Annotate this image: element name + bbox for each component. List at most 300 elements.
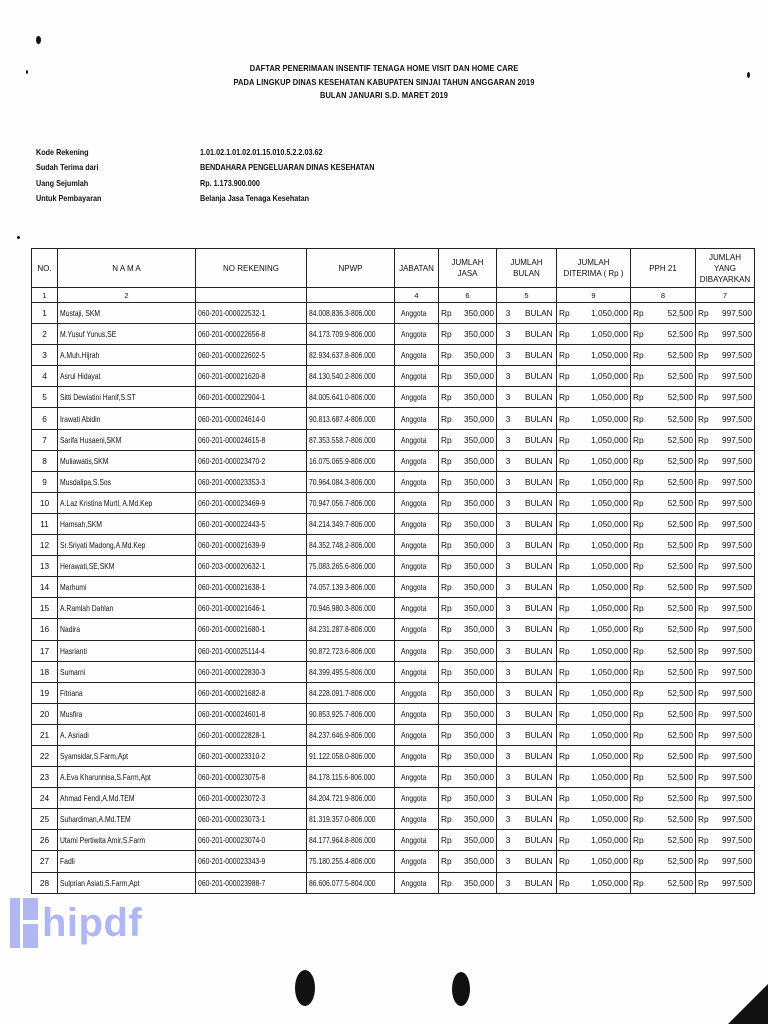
- cell-pph: [631, 640, 696, 661]
- cell-text: Rp: [559, 392, 570, 403]
- cell-rekening: [196, 513, 307, 534]
- cell-text: 060-201-000021638-1: [198, 582, 266, 593]
- cell-text: 52,500: [667, 856, 693, 867]
- cell-text: 84.178.115.6-806.000: [309, 772, 376, 783]
- cell-bulan: [497, 345, 557, 366]
- cell-pph: [631, 872, 696, 893]
- table-row: [32, 324, 755, 345]
- cell-text: 16.075.065.9-806.000: [309, 455, 376, 466]
- cell-text: 84.204.721.9-806.000: [309, 793, 376, 804]
- cell-text: 997,500: [722, 371, 752, 382]
- table-row: [32, 872, 755, 893]
- cell-npwp: [307, 809, 395, 830]
- cell-npwp: [307, 598, 395, 619]
- cell-text: 84.005.641.0-806.000: [309, 392, 376, 403]
- document-meta: [36, 144, 405, 206]
- cell-text: A.Ramlah Dahlan: [60, 603, 114, 614]
- cell-pph: [631, 429, 696, 450]
- cell-text: 060-201-000023470-2: [198, 455, 266, 466]
- cell-jabatan: [395, 345, 439, 366]
- cell-text: 060-201-000022830-3: [198, 666, 266, 677]
- cell-diterima: [557, 598, 631, 619]
- meta-value: Belanja Jasa Tenaga Kesehatan: [200, 193, 310, 204]
- cell-text: 1,050,000: [591, 329, 628, 340]
- cell-text: Rp: [633, 392, 644, 403]
- cell-text: BULAN: [525, 540, 553, 551]
- cell-text: Rp: [698, 561, 709, 572]
- cell-jabatan: [395, 619, 439, 640]
- cell-bulan: [497, 598, 557, 619]
- cell-rekening: [196, 577, 307, 598]
- cell-text: 3: [505, 687, 511, 698]
- cell-text: 997,500: [722, 392, 752, 403]
- cell-diterima: [557, 450, 631, 471]
- hipdf-watermark-text: hipdf: [42, 900, 143, 945]
- cell-text: 13: [39, 561, 50, 572]
- scan-mark: [452, 972, 470, 1006]
- cell-diterima: [557, 661, 631, 682]
- table-row: [32, 303, 755, 324]
- cell-text: Rp: [633, 814, 644, 825]
- cell-dibayarkan: [696, 767, 755, 788]
- cell-text: Rp: [633, 582, 644, 593]
- cell-jabatan: [395, 767, 439, 788]
- cell-diterima: [557, 513, 631, 534]
- cell-diterima: [557, 851, 631, 872]
- cell-text: 91.122.058.0-806.000: [309, 751, 376, 762]
- cell-jasa: [439, 619, 497, 640]
- cell-diterima: [557, 366, 631, 387]
- cell-rekening: [196, 492, 307, 513]
- cell-text: BULAN: [525, 329, 553, 340]
- cell-bulan: [497, 492, 557, 513]
- cell-text: Rp: [559, 856, 570, 867]
- cell-text: 350,000: [464, 751, 494, 762]
- cell-bulan: [497, 429, 557, 450]
- cell-nama: [58, 703, 196, 724]
- cell-text: 3: [505, 329, 511, 340]
- cell-diterima: [557, 429, 631, 450]
- cell-text: Anggota: [401, 413, 427, 424]
- cell-pph: [631, 788, 696, 809]
- cell-text: 3: [505, 856, 511, 867]
- cell-text: Rp: [633, 413, 644, 424]
- cell-pph: [631, 661, 696, 682]
- cell-text: 350,000: [464, 392, 494, 403]
- cell-dibayarkan: [696, 809, 755, 830]
- cell-text: Rp: [559, 687, 570, 698]
- cell-text: BULAN: [525, 434, 553, 445]
- table-row: [32, 788, 755, 809]
- cell-text: Rp: [698, 729, 709, 740]
- cell-text: 060-201-000023072-3: [198, 793, 266, 804]
- cell-text: 52,500: [667, 561, 693, 572]
- cell-bulan: [497, 303, 557, 324]
- col-header-no: NO.: [32, 249, 58, 288]
- cell-text: 3: [505, 540, 511, 551]
- cell-text: Rp: [441, 540, 452, 551]
- cell-text: 52,500: [667, 371, 693, 382]
- cell-text: 11: [40, 518, 49, 529]
- cell-jabatan: [395, 661, 439, 682]
- cell-no: [32, 745, 58, 766]
- cell-text: Rp: [559, 371, 570, 382]
- cell-text: Rp: [698, 392, 709, 403]
- cell-text: 9: [42, 476, 47, 487]
- cell-text: 3: [505, 392, 511, 403]
- cell-jasa: [439, 661, 497, 682]
- col-header-rekening: NO REKENING: [196, 249, 307, 288]
- cell-text: Rp: [559, 497, 570, 508]
- cell-rekening: [196, 788, 307, 809]
- cell-diterima: [557, 767, 631, 788]
- cell-nama: [58, 598, 196, 619]
- cell-text: Anggota: [401, 350, 427, 361]
- cell-text: 350,000: [464, 540, 494, 551]
- cell-no: [32, 830, 58, 851]
- cell-text: 3: [505, 708, 511, 719]
- col-number: [196, 288, 307, 303]
- cell-text: Sumarni: [60, 666, 86, 677]
- cell-text: 997,500: [722, 434, 752, 445]
- col-number: 1: [32, 288, 58, 303]
- cell-rekening: [196, 387, 307, 408]
- col-number: [307, 288, 395, 303]
- cell-text: 060-201-000021639-9: [198, 540, 266, 551]
- cell-no: [32, 303, 58, 324]
- cell-pph: [631, 598, 696, 619]
- cell-text: 060-201-000022656-8: [198, 329, 266, 340]
- cell-text: 997,500: [722, 793, 752, 804]
- cell-nama: [58, 366, 196, 387]
- cell-diterima: [557, 535, 631, 556]
- cell-text: BULAN: [525, 624, 553, 635]
- cell-text: 3: [505, 624, 511, 635]
- cell-dibayarkan: [696, 577, 755, 598]
- cell-text: BULAN: [525, 561, 553, 572]
- cell-bulan: [497, 619, 557, 640]
- cell-text: Sulprian Asiati,S.Farm,Apt: [60, 877, 140, 888]
- cell-dibayarkan: [696, 724, 755, 745]
- cell-jasa: [439, 767, 497, 788]
- cell-text: BULAN: [525, 835, 553, 846]
- cell-no: [32, 556, 58, 577]
- cell-dibayarkan: [696, 408, 755, 429]
- cell-text: 060-201-000022904-1: [198, 392, 266, 403]
- cell-nama: [58, 513, 196, 534]
- table-row: [32, 851, 755, 872]
- cell-text: 52,500: [667, 413, 693, 424]
- cell-jabatan: [395, 640, 439, 661]
- cell-text: Rp: [633, 772, 644, 783]
- cell-text: 25: [39, 814, 50, 825]
- cell-text: 52,500: [667, 540, 693, 551]
- cell-jabatan: [395, 450, 439, 471]
- cell-text: 1,050,000: [591, 476, 628, 487]
- title-line-2: PADA LINGKUP DINAS KESEHATAN KABUPATEN SINJAI TAHUN ANGGARAN 2019: [233, 76, 535, 87]
- cell-text: 52,500: [667, 729, 693, 740]
- cell-text: 52,500: [667, 645, 693, 656]
- cell-text: 997,500: [722, 518, 752, 529]
- table-row: [32, 513, 755, 534]
- cell-npwp: [307, 577, 395, 598]
- cell-text: Rp: [559, 308, 570, 319]
- cell-text: Rp: [559, 518, 570, 529]
- cell-text: 997,500: [722, 814, 752, 825]
- table-row: [32, 345, 755, 366]
- cell-no: [32, 408, 58, 429]
- cell-bulan: [497, 788, 557, 809]
- cell-text: 997,500: [722, 751, 752, 762]
- cell-nama: [58, 387, 196, 408]
- cell-text: BULAN: [525, 666, 553, 677]
- cell-text: 52,500: [667, 434, 693, 445]
- cell-text: 20: [39, 708, 50, 719]
- cell-text: 350,000: [464, 371, 494, 382]
- table-row: [32, 471, 755, 492]
- meta-label: Kode Rekening: [36, 146, 89, 157]
- cell-text: BULAN: [525, 814, 553, 825]
- cell-text: Fitriana: [60, 687, 83, 698]
- cell-text: 28: [39, 877, 50, 888]
- cell-text: 1,050,000: [591, 455, 628, 466]
- cell-text: Rp: [441, 518, 452, 529]
- cell-bulan: [497, 535, 557, 556]
- scan-mark: [17, 236, 20, 239]
- cell-text: Rp: [698, 329, 709, 340]
- cell-bulan: [497, 640, 557, 661]
- cell-npwp: [307, 724, 395, 745]
- cell-text: 1,050,000: [591, 877, 628, 888]
- meta-value: BENDAHARA PENGELUARAN DINAS KESEHATAN: [200, 162, 375, 173]
- cell-nama: [58, 851, 196, 872]
- cell-dibayarkan: [696, 471, 755, 492]
- cell-text: 350,000: [464, 814, 494, 825]
- cell-bulan: [497, 556, 557, 577]
- cell-jabatan: [395, 830, 439, 851]
- table-row: [32, 598, 755, 619]
- cell-text: Rp: [698, 624, 709, 635]
- cell-jabatan: [395, 429, 439, 450]
- cell-nama: [58, 577, 196, 598]
- cell-text: Rp: [441, 582, 452, 593]
- cell-text: 84.231.287.8-806.000: [309, 624, 376, 635]
- cell-dibayarkan: [696, 366, 755, 387]
- cell-nama: [58, 303, 196, 324]
- cell-bulan: [497, 577, 557, 598]
- cell-text: Rp: [559, 814, 570, 825]
- cell-text: 84.214.349.7-806.000: [309, 518, 376, 529]
- cell-text: Rp: [441, 413, 452, 424]
- cell-text: 16: [39, 624, 50, 635]
- cell-bulan: [497, 767, 557, 788]
- cell-text: 350,000: [464, 329, 494, 340]
- cell-text: Marhumi: [60, 582, 87, 593]
- cell-diterima: [557, 471, 631, 492]
- cell-rekening: [196, 535, 307, 556]
- cell-text: 1,050,000: [591, 666, 628, 677]
- cell-text: Syamsidar,S.Farm,Apt: [60, 751, 129, 762]
- cell-text: 997,500: [722, 835, 752, 846]
- cell-bulan: [497, 872, 557, 893]
- cell-text: Rp: [633, 603, 644, 614]
- cell-text: 3: [505, 371, 511, 382]
- cell-jasa: [439, 408, 497, 429]
- cell-text: 12: [39, 540, 50, 551]
- cell-text: 350,000: [464, 856, 494, 867]
- cell-text: 060-201-000021646-1: [198, 603, 266, 614]
- cell-jasa: [439, 429, 497, 450]
- cell-jabatan: [395, 788, 439, 809]
- cell-bulan: [497, 851, 557, 872]
- cell-text: Rp: [559, 582, 570, 593]
- cell-dibayarkan: [696, 513, 755, 534]
- cell-text: A.Muh.Hijrah: [60, 350, 100, 361]
- cell-text: BULAN: [525, 455, 553, 466]
- cell-text: Rp: [441, 772, 452, 783]
- cell-npwp: [307, 851, 395, 872]
- hipdf-logo-icon: [10, 898, 38, 948]
- cell-jasa: [439, 640, 497, 661]
- meta-value: 1.01.02.1.01.02.01.15.010.5.2.2.03.62: [200, 146, 323, 157]
- cell-text: 3: [505, 877, 511, 888]
- cell-text: 350,000: [464, 793, 494, 804]
- cell-text: 350,000: [464, 350, 494, 361]
- cell-nama: [58, 745, 196, 766]
- cell-text: 26: [39, 835, 50, 846]
- cell-text: 52,500: [667, 476, 693, 487]
- cell-text: Irawati Abidin: [60, 413, 101, 424]
- cell-text: Rp: [441, 793, 452, 804]
- cell-npwp: [307, 535, 395, 556]
- cell-text: 52,500: [667, 708, 693, 719]
- cell-text: Rp: [698, 877, 709, 888]
- cell-npwp: [307, 619, 395, 640]
- table-row: [32, 809, 755, 830]
- cell-text: Rp: [633, 329, 644, 340]
- cell-pph: [631, 387, 696, 408]
- cell-bulan: [497, 682, 557, 703]
- cell-pph: [631, 471, 696, 492]
- cell-text: 350,000: [464, 582, 494, 593]
- cell-bulan: [497, 830, 557, 851]
- cell-text: Rp: [633, 624, 644, 635]
- cell-npwp: [307, 429, 395, 450]
- cell-bulan: [497, 724, 557, 745]
- cell-text: Anggota: [401, 666, 427, 677]
- cell-dibayarkan: [696, 429, 755, 450]
- cell-no: [32, 471, 58, 492]
- cell-text: 997,500: [722, 455, 752, 466]
- cell-text: Rp: [698, 687, 709, 698]
- cell-text: 997,500: [722, 582, 752, 593]
- table-row: [32, 767, 755, 788]
- table-row: [32, 556, 755, 577]
- cell-jabatan: [395, 872, 439, 893]
- col-number: 7: [696, 288, 755, 303]
- cell-rekening: [196, 661, 307, 682]
- cell-text: Rp: [698, 835, 709, 846]
- cell-text: 3: [505, 793, 511, 804]
- cell-text: 3: [505, 476, 511, 487]
- cell-text: Rp: [559, 708, 570, 719]
- cell-jabatan: [395, 682, 439, 703]
- cell-text: 997,500: [722, 497, 752, 508]
- cell-text: 060-201-000022443-5: [198, 518, 266, 529]
- table-row: [32, 619, 755, 640]
- cell-no: [32, 535, 58, 556]
- cell-rekening: [196, 324, 307, 345]
- cell-no: [32, 788, 58, 809]
- cell-text: 060-201-000023343-9: [198, 856, 266, 867]
- cell-dibayarkan: [696, 535, 755, 556]
- cell-text: Rp: [698, 540, 709, 551]
- cell-dibayarkan: [696, 598, 755, 619]
- cell-text: 3: [505, 729, 511, 740]
- cell-no: [32, 640, 58, 661]
- cell-no: [32, 492, 58, 513]
- cell-text: 060-201-000023469-9: [198, 497, 266, 508]
- meta-value: Rp. 1.173.900.000: [200, 177, 260, 188]
- cell-dibayarkan: [696, 640, 755, 661]
- cell-pph: [631, 303, 696, 324]
- cell-text: Asrul Hidayat: [60, 371, 101, 382]
- cell-dibayarkan: [696, 851, 755, 872]
- cell-text: 060-201-000021682-8: [198, 687, 266, 698]
- cell-text: 3: [505, 561, 511, 572]
- scan-mark: [295, 970, 315, 1006]
- cell-nama: [58, 450, 196, 471]
- cell-text: Rp: [441, 856, 452, 867]
- cell-diterima: [557, 408, 631, 429]
- cell-nama: [58, 471, 196, 492]
- cell-text: 1,050,000: [591, 308, 628, 319]
- cell-jasa: [439, 387, 497, 408]
- cell-text: Nadira: [60, 624, 81, 635]
- cell-text: 997,500: [722, 856, 752, 867]
- cell-text: 84.237.646.9-806.000: [309, 729, 376, 740]
- column-number-row: [32, 288, 755, 303]
- cell-no: [32, 767, 58, 788]
- cell-text: 1,050,000: [591, 624, 628, 635]
- cell-text: 3: [505, 434, 511, 445]
- cell-text: BULAN: [525, 687, 553, 698]
- cell-npwp: [307, 745, 395, 766]
- cell-text: 997,500: [722, 624, 752, 635]
- cell-npwp: [307, 450, 395, 471]
- cell-bulan: [497, 703, 557, 724]
- cell-nama: [58, 556, 196, 577]
- cell-text: 52,500: [667, 329, 693, 340]
- cell-text: 060-201-000024601-8: [198, 708, 266, 719]
- cell-text: 997,500: [722, 329, 752, 340]
- cell-nama: [58, 830, 196, 851]
- cell-text: 3: [505, 751, 511, 762]
- cell-jasa: [439, 366, 497, 387]
- cell-npwp: [307, 471, 395, 492]
- cell-text: 1,050,000: [591, 518, 628, 529]
- cell-text: 52,500: [667, 455, 693, 466]
- cell-bulan: [497, 387, 557, 408]
- cell-text: BULAN: [525, 793, 553, 804]
- cell-text: Rp: [441, 624, 452, 635]
- cell-text: 24: [39, 793, 50, 804]
- cell-text: Anggota: [401, 687, 427, 698]
- cell-text: Muliawatis,SKM: [60, 455, 109, 466]
- cell-text: Rp: [559, 645, 570, 656]
- cell-dibayarkan: [696, 492, 755, 513]
- cell-text: 1,050,000: [591, 645, 628, 656]
